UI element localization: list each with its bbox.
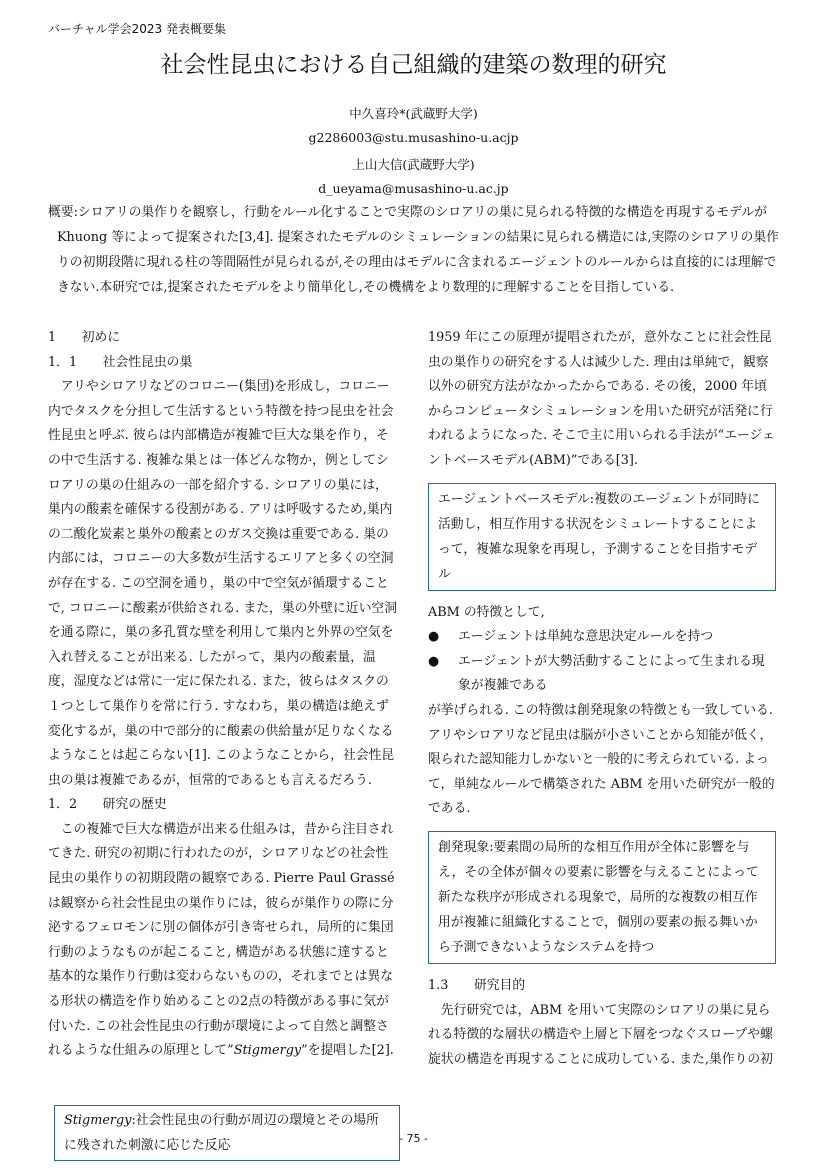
author-1-email: g2286003@stu.musashino-u.acjp bbox=[308, 130, 519, 145]
bullet-icon: ● bbox=[428, 653, 440, 669]
bullet-icon: ● bbox=[428, 629, 440, 645]
abm-features-intro: ABM の特徴として, bbox=[428, 604, 545, 620]
bullet-text: エージェントが大勢活動することによって生まれる現象が複雑である bbox=[458, 653, 765, 694]
section-heading-1-2: 1．2 研究の歴史 bbox=[48, 797, 167, 813]
list-item bbox=[428, 650, 776, 699]
stigmergy-box-term: Stigmergy bbox=[64, 1113, 132, 1128]
paragraph-social-insect-nest: アリやシロアリなどのコロニー(集団)を形成し，コロニー内でタスクを分担して生活するという特徴を持つ昆虫を社会性昆虫と呼ぶ. 彼らは内部構造が複雑で巨大な巣を作り，その中で生活する. 複雑な巣とは一体どんな物か，例としてシロアリの巣の仕組みの一部を紹介する. シロアリの巣には，巣内の酸素を確保する役割がある. アリは呼吸するため,巣内の二酸化炭素と巣外の酸素とのガス交換は重要である. 巣の内部には，コロニーの大多数が生活するエリアと多くの空洞が存在する. この空洞を通り，巣の中で空気が循環することで, コロニーに酸素が供給される. また，巣の外壁に近い空洞を通る際に，巣の多孔質な壁を利用して巣内と外界の空気を入れ替えることが出来る. したがって，巣内の酸素量，温度，湿度などは常に一定に保たれる. また，彼らはタスクの１つとして巣作りを常に行う. すなわち，巣の構造は絶えず変化するが，巣の中で部分的に酸素の供給量が足りなくなるようなことは起こらない[1]. このようなことから，社会性昆虫の巣は複雑であるが，恒常的であるとも言えるだろう. bbox=[48, 379, 397, 788]
bullet-text: エージェントは単純な意思決定ルールを持つ bbox=[458, 629, 714, 645]
stigmergy-term: Stigmergy bbox=[233, 1043, 302, 1059]
list-item bbox=[428, 625, 776, 650]
stigmergy-box-text: :社会性昆虫の行動が周辺の環境とその場所に残された刺激に応じた反応 bbox=[64, 1113, 379, 1153]
paragraph-emergence: が挙げられる. この特徴は創発現象の特徴とも一致している. アリやシロアリなど昆虫は脳が小さいことから知能が低く，限られた認知能力しかないと一般的に考えられている. よって，単純なルールで構築された ABM を用いた研究が一般的である. bbox=[428, 702, 775, 817]
emergence-definition-box bbox=[428, 831, 776, 964]
abstract bbox=[48, 200, 780, 300]
section-heading-1-1: 1．1 社会性昆虫の巣 bbox=[48, 354, 193, 370]
section-heading-1: 1 初めに bbox=[48, 330, 121, 345]
author-2-email: d_ueyama@musashino-u.ac.jp bbox=[318, 181, 509, 196]
left-column bbox=[48, 326, 400, 1064]
abm-definition-text: エージェントベースモデル:複数のエージェントが同時に活動し，相互作用する状況をシミュレートすることによって，複雑な現象を再現し，予測することを目指すモデル bbox=[438, 491, 760, 582]
paragraph-research-purpose: 先行研究では，ABM を用いて実際のシロアリの巣に見られる特徴的な層状の構造や上層と下層をつなぐスロープや螺旋状の構造を再現することに成功している. また,巣作りの初 bbox=[428, 1002, 773, 1067]
right-column bbox=[428, 326, 776, 1072]
abm-definition-box bbox=[428, 483, 776, 591]
history-text-a: この複雑で巨大な構造が出来る仕組みは，昔から注目されてきた. 研究の初期に行われたのが，シロアリなどの社会性昆虫の巣作りの初期段階の観察である. Pierre Paul Grassé は観察から社会性昆虫の巣作りには，彼らが巣作りの際に分泌するフェロモンに別の個体が引き寄せられ，局所的に集団行動のようなものが起こること, 構造がある状態に達すると基本的な巣作り行動は変わらないものの，それまでとは異なる形状の構造を作り始めることの2点の特徴がある事に気が付いた. この社会性昆虫の行動が環境によって自然と調整されるような仕組みの原理として” bbox=[48, 821, 395, 1059]
author-2: 上山大信(武蔵野大学) bbox=[352, 157, 475, 172]
paragraph-abm-history: 1959 年にこの原理が提唱されたが，意外なことに社会性昆虫の巣作りの研究をする人は減少した. 理由は単純で，観察以外の研究方法がなかったからである. その後，2000 年頃からコンピュータシミュレーションを用いた研究が活発に行われるようになった. そこで主に用いられる手法が“エージェントベースモデル(ABM)”である[3]. bbox=[428, 330, 775, 468]
abstract-text: 概要:シロアリの巣作りを観察し，行動をルール化することで実際のシロアリの巣に見られる特徴的な構造を再現するモデルが Khuong 等によって提案された[3,4]. 提案されたモデルのシミュレーションの結果に見られる構造には,実際のシロアリの巣作りの初期段階に現れる柱の等間隔性が見られるが,その理由はモデルに含まれるエージェントのルールからは直接的には理解できない.本研究では,提案されたモデルをより簡単化し,その機構をより数理的に理解することを目指している. bbox=[48, 205, 779, 295]
emergence-definition-text: 創発現象:要素間の局所的な相互作用が全体に影響を与え，その全体が個々の要素に影響を与えることによって新たな秩序が形成される現象で，局所的な複数の相互作用が複雑に組織化することで，個別の要素の振る舞いから予測できないようなシステムを持つ bbox=[438, 839, 759, 955]
paragraph-research-history bbox=[48, 818, 400, 1064]
author-1: 中久喜玲*(武蔵野大学) bbox=[349, 106, 478, 121]
conference-header: バーチャル学会2023 発表概要集 bbox=[48, 22, 226, 36]
history-text-b: ”を提唱した[2]. bbox=[301, 1043, 394, 1059]
paper-title: 社会性昆虫における自己組織的建築の数理的研究 bbox=[160, 52, 667, 78]
section-heading-1-3: 1.3 研究目的 bbox=[428, 977, 526, 993]
page-number: - 75 - bbox=[399, 1132, 428, 1145]
